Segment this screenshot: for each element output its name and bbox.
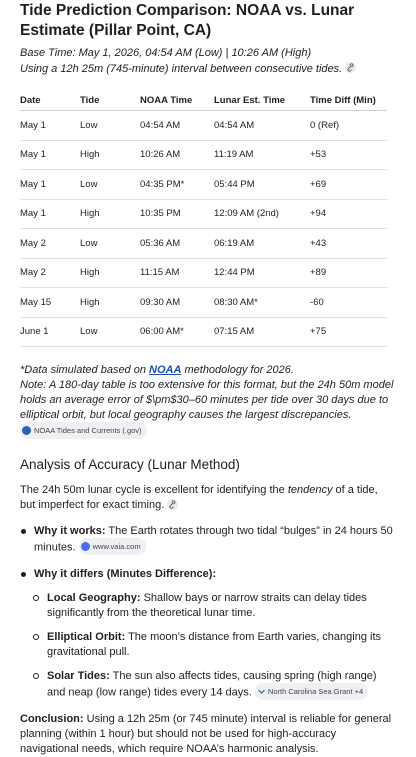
table-row <box>20 288 387 318</box>
cell-tide: Low <box>80 229 140 259</box>
sub-item-text: The sun also affects tides, causing spring (high range) and neap (low range) tides every 14 days. <box>47 670 377 699</box>
link-icon[interactable] <box>345 62 356 73</box>
footnote-line <box>20 363 396 378</box>
page-title: Tide Prediction Comparison: NOAA vs. Lunar Estimate (Pillar Point, CA) <box>20 2 355 39</box>
sub-item-text: The moon’s distance from Earth varies, changing its gravitational pull. <box>47 631 382 658</box>
header-time-diff: Time Diff (Min) <box>310 90 387 111</box>
intro-after: of a tide, but imperfect for exact timing. <box>20 484 378 511</box>
cell-time-diff: +69 <box>310 170 387 200</box>
cell-noaa-time: 04:54 AM <box>140 111 214 141</box>
cell-noaa-time: 11:15 AM <box>140 258 214 288</box>
header-tide: Tide <box>80 90 140 111</box>
cell-date: May 2 <box>20 229 80 259</box>
cell-lunar-time: 12:09 AM (2nd) <box>214 199 310 229</box>
why-works-label: Why it works: <box>34 525 106 537</box>
table-row <box>20 199 387 229</box>
vaia-source-icon <box>81 542 90 551</box>
sub-item-label: Elliptical Orbit: <box>47 631 126 643</box>
table-header-row <box>20 90 387 111</box>
cell-tide: High <box>80 258 140 288</box>
noaa-link[interactable]: NOAA <box>149 364 182 376</box>
sub-item-text: Shallow bays or narrow straits can delay tides significantly from the theoretical lunar time. <box>47 592 367 619</box>
why-differs-label: Why it differs (Minutes Difference): <box>34 568 217 580</box>
cell-time-diff: -60 <box>310 288 387 318</box>
header-date: Date <box>20 90 80 111</box>
intro-paragraph <box>20 483 396 513</box>
base-time-meta <box>20 46 396 77</box>
footnote <box>20 363 396 440</box>
cell-lunar-time: 07:15 AM <box>214 317 310 347</box>
sub-item-label: Solar Tides: <box>47 670 110 682</box>
analysis-list <box>20 524 396 701</box>
intro-before: The 24h 50m lunar cycle is excellent for identifying the <box>20 484 288 496</box>
cell-tide: Low <box>80 170 140 200</box>
source-chip-nc-sea-grant[interactable] <box>255 683 368 700</box>
sub-item-elliptical-orbit <box>20 630 396 660</box>
interval-line <box>20 62 396 78</box>
interval-text: Using a 12h 25m (745-minute) interval between consecutive tides. <box>20 62 343 75</box>
list-item-why-differs <box>20 567 396 582</box>
table-row <box>20 170 387 200</box>
cell-time-diff: +75 <box>310 317 387 347</box>
cell-time-diff: +43 <box>310 229 387 259</box>
cell-date: May 1 <box>20 199 80 229</box>
header-noaa-time: NOAA Time <box>140 90 214 111</box>
section-title: Analysis of Accuracy (Lunar Method) <box>20 457 240 472</box>
cell-tide: Low <box>80 317 140 347</box>
cell-noaa-time: 05:36 AM <box>140 229 214 259</box>
cell-time-diff: +53 <box>310 140 387 170</box>
cell-date: May 1 <box>20 170 80 200</box>
table-row <box>20 258 387 288</box>
cell-date: May 15 <box>20 288 80 318</box>
header-lunar-time: Lunar Est. Time <box>214 90 310 111</box>
cell-lunar-time: 12:44 PM <box>214 258 310 288</box>
chevron-down-icon <box>257 687 266 696</box>
conclusion-label: Conclusion: <box>20 713 84 725</box>
cell-time-diff: +94 <box>310 199 387 229</box>
list-item-why-works <box>20 524 396 556</box>
table-row <box>20 140 387 170</box>
table-row <box>20 317 387 347</box>
intro-emphasis: tendency <box>287 484 333 496</box>
cell-noaa-time: 06:00 AM* <box>140 317 214 347</box>
footnote-body-text: Note: A 180-day table is too extensive for this format, but the 24h 50m model holds an average error of $\pm$30–60 minutes per tide over 30 days due to elliptical orbit, but local geography causes the largest discrepancies. <box>20 379 394 421</box>
conclusion-paragraph <box>20 712 396 757</box>
tide-table <box>20 90 387 347</box>
table-row <box>20 229 387 259</box>
why-works-text: The Earth rotates through two tidal “bulges” in 24 hours 50 minutes. <box>34 525 393 554</box>
sub-item-local-geography <box>20 591 396 621</box>
cell-date: May 2 <box>20 258 80 288</box>
cell-noaa-time: 04:35 PM* <box>140 170 214 200</box>
table-row <box>20 111 387 141</box>
cell-lunar-time: 06:19 AM <box>214 229 310 259</box>
cell-date: May 1 <box>20 111 80 141</box>
conclusion-text: Using a 12h 25m (or 745 minute) interval is reliable for general planning (within 1 hour) but should not be used for high-accuracy navigational needs, which require NOAA’s harmonic analysis. <box>20 713 392 755</box>
cell-noaa-time: 09:30 AM <box>140 288 214 318</box>
cell-noaa-time: 10:35 PM <box>140 199 214 229</box>
cell-tide: Low <box>80 111 140 141</box>
source-chip-vaia[interactable] <box>79 538 146 555</box>
base-time-line: Base Time: May 1, 2026, 04:54 AM (Low) | 10:26 AM (High) <box>20 47 312 59</box>
cell-tide: High <box>80 199 140 229</box>
cell-noaa-time: 10:26 AM <box>140 140 214 170</box>
source-chip-label: NOAA Tides and Currents (.gov) <box>34 426 142 435</box>
sub-item-label: Local Geography: <box>47 592 141 604</box>
sub-item-solar-tides <box>20 669 396 701</box>
cell-tide: High <box>80 288 140 318</box>
footnote-suffix: methodology for 2026. <box>181 364 294 376</box>
footnote-prefix: *Data simulated based on <box>20 364 150 376</box>
cell-lunar-time: 04:54 AM <box>214 111 310 141</box>
cell-date: June 1 <box>20 317 80 347</box>
cell-time-diff: +89 <box>310 258 387 288</box>
cell-lunar-time: 08:30 AM* <box>214 288 310 318</box>
source-chip-label: North Carolina Sea Grant +4 <box>267 687 364 696</box>
noaa-source-icon <box>22 426 31 435</box>
source-chip-label: www.vaia.com <box>92 542 141 551</box>
source-chip-noaa[interactable] <box>20 422 147 439</box>
cell-tide: High <box>80 140 140 170</box>
footnote-body <box>20 378 396 440</box>
cell-lunar-time: 05:44 PM <box>214 170 310 200</box>
cell-time-diff: 0 (Ref) <box>310 111 387 141</box>
link-icon[interactable] <box>167 499 178 510</box>
cell-lunar-time: 11:19 AM <box>214 140 310 170</box>
cell-date: May 1 <box>20 140 80 170</box>
